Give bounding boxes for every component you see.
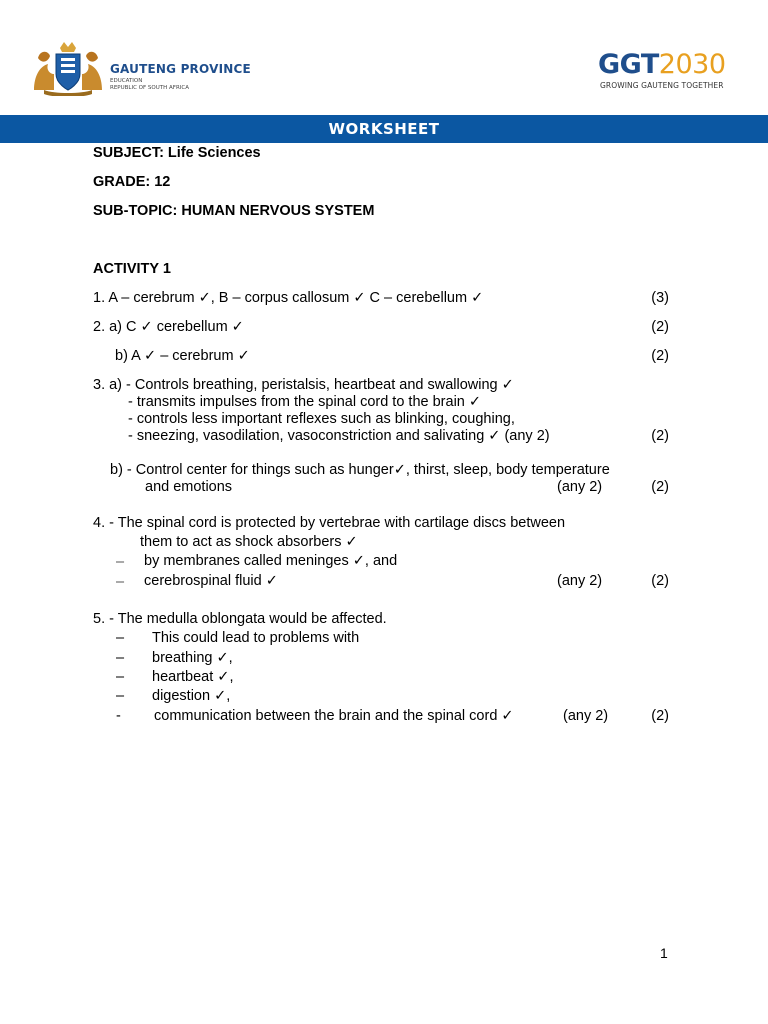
- q4-line1: 4. - The spinal cord is protected by vertebrae with cartilage discs between: [93, 515, 566, 531]
- q3b-mark: (2): [651, 479, 669, 495]
- gauteng-province-subtitle: [110, 78, 220, 91]
- q5-line6: communication between the brain and the spinal cord ✓: [154, 708, 514, 724]
- q5-bullet-3: –: [116, 669, 125, 685]
- q3a-mark: (2): [651, 428, 669, 444]
- q5-line4: heartbeat ✓,: [152, 669, 234, 685]
- q5-mark: (2): [651, 708, 669, 724]
- worksheet-banner-title: WORKSHEET: [328, 120, 440, 138]
- q3b-any: (any 2): [557, 479, 603, 495]
- q3a-line2: - transmits impulses from the spinal cord to the brain ✓: [128, 394, 482, 410]
- ggt2030-logo: [598, 50, 726, 80]
- q5-bullet-4: –: [116, 688, 125, 704]
- q5-line5: digestion ✓,: [152, 688, 231, 704]
- rsa-label: REPUBLIC OF SOUTH AFRICA: [110, 84, 189, 91]
- education-label: EDUCATION: [110, 78, 143, 84]
- subject-line: SUBJECT: Life Sciences: [93, 145, 261, 161]
- activity-title: ACTIVITY 1: [93, 261, 171, 277]
- q3a-line4: - sneezing, vasodilation, vasoconstriction and salivating ✓ (any 2): [128, 428, 550, 444]
- ggt-tagline: GROWING GAUTENG TOGETHER: [600, 81, 724, 90]
- subtopic-line: SUB-TOPIC: HUMAN NERVOUS SYSTEM: [93, 203, 375, 219]
- q1-mark: (3): [651, 290, 669, 306]
- q3b-line1: b) - Control center for things such as hunger✓, thirst, sleep, body temperature: [110, 462, 610, 478]
- gauteng-province-title: GAUTENG PROVINCE: [110, 62, 251, 76]
- q4-mark: (2): [651, 573, 669, 589]
- q5-line1: 5. - The medulla oblongata would be affected.: [93, 611, 387, 627]
- q4-any: (any 2): [557, 573, 603, 589]
- q4-bullet-2: –: [116, 574, 125, 590]
- q2b-answer: b) A ✓ – cerebrum ✓: [115, 348, 250, 364]
- q5-line2: This could lead to problems with: [152, 630, 360, 646]
- q4-bullet-1: –: [116, 554, 125, 570]
- q2b-mark: (2): [651, 348, 669, 364]
- q3a-line1: 3. a) - Controls breathing, peristalsis, heartbeat and swallowing ✓: [93, 377, 514, 393]
- coat-of-arms-icon: [30, 40, 106, 96]
- q2a-mark: (2): [651, 319, 669, 335]
- q4-line2: them to act as shock absorbers ✓: [140, 534, 358, 550]
- page-number: 1: [660, 945, 668, 961]
- q5-bullet-1: –: [116, 630, 125, 646]
- q3a-line3: - controls less important reflexes such as blinking, coughing,: [128, 411, 515, 427]
- ggt-year: 2030: [658, 49, 726, 80]
- ggt-prefix: GGT: [598, 49, 659, 80]
- q5-line3: breathing ✓,: [152, 650, 233, 666]
- q4-line4: cerebrospinal fluid ✓: [144, 573, 278, 589]
- grade-line: GRADE: 12: [93, 174, 171, 190]
- q2a-answer: 2. a) C ✓ cerebellum ✓: [93, 319, 244, 335]
- q1-answer: 1. A – cerebrum ✓, B – corpus callosum ✓ C – cerebellum ✓: [93, 290, 484, 306]
- q3b-line2: and emotions: [145, 479, 233, 495]
- q4-line3: by membranes called meninges ✓, and: [144, 553, 398, 569]
- q5-dash: -: [116, 708, 121, 724]
- q5-bullet-2: –: [116, 650, 125, 666]
- q5-any: (any 2): [563, 708, 609, 724]
